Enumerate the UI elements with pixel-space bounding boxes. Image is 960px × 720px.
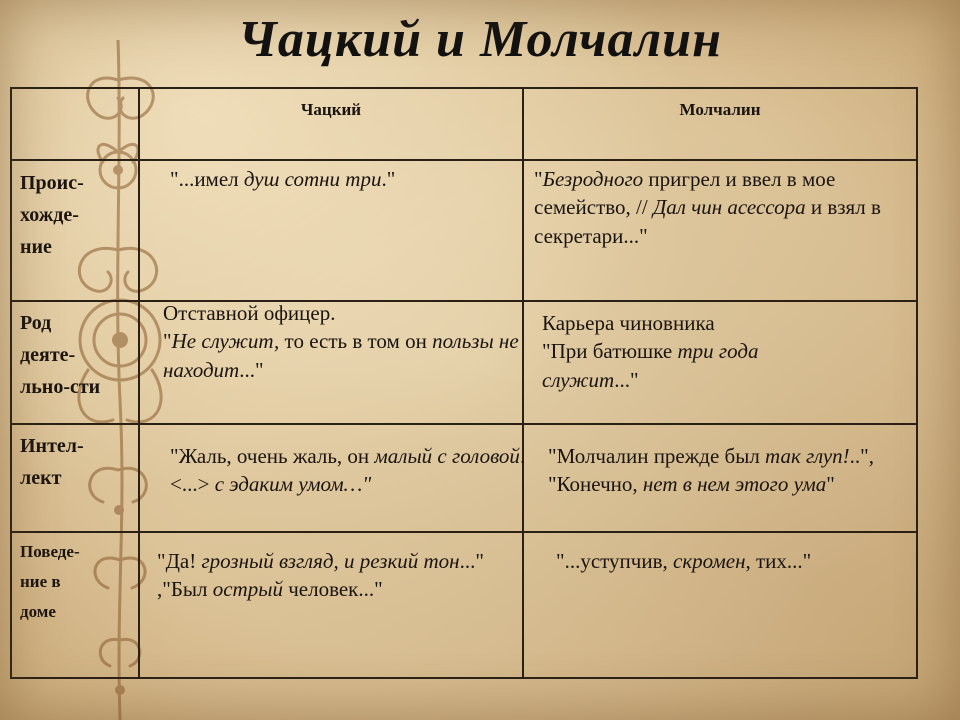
quote-italic-fragment: с эдаким умом…" [214, 472, 372, 497]
quote-italic-fragment: грозный взгляд, и резкий тон [201, 549, 460, 573]
row-label-line: ние в [20, 571, 61, 591]
quote-fragment: , тих..." [745, 549, 812, 573]
quote-fragment: "Да! [157, 549, 202, 573]
row-label-line: хожде- [20, 204, 79, 226]
quote-fragment: то есть в том он [279, 329, 433, 354]
column-header-molchalin: Молчалин [679, 100, 761, 119]
quote-fragment: и взял в секретари..." [534, 195, 881, 248]
page-title: Чацкий и Молчалин [238, 11, 722, 68]
row-label-line: лект [20, 467, 62, 489]
row-label-line: льно-сти [20, 376, 101, 398]
row-label-line: деяте- [20, 344, 76, 366]
quote-fragment: ..", "Конечно, [548, 444, 874, 497]
origin-chatsky-quote [170, 165, 510, 193]
quote-fragment: "Молчалин прежде был [548, 444, 766, 468]
row-label-line: Проис- [20, 172, 84, 194]
quote-fragment: " [163, 329, 172, 354]
quote-italic-fragment: Не служит, [171, 329, 280, 354]
comparison-table [10, 87, 918, 679]
intellect-molchalin-quote [548, 442, 893, 499]
quote-fragment: " [534, 167, 543, 191]
row-label-occupation [20, 307, 138, 403]
quote-fragment: пригрел и ввел в мое семейство, // [534, 167, 836, 220]
column-header-chatsky: Чацкий [300, 100, 362, 119]
quote-italic-fragment: скромен [673, 549, 746, 573]
quote-italic-fragment: три года служит [542, 339, 759, 392]
quote-fragment: ." [381, 167, 396, 191]
quote-fragment: Карьера чиновника [542, 311, 715, 335]
row-label-line: доме [20, 601, 56, 621]
intellect-chatsky-quote [170, 442, 530, 499]
row-label-line: Род [20, 312, 52, 334]
origin-molchalin-quote [534, 165, 899, 250]
quote-italic-fragment: малый с головой [374, 444, 520, 468]
occupation-chatsky-quote [163, 299, 523, 384]
quote-fragment: ..." [614, 367, 639, 392]
row-label-line: Интел- [20, 435, 84, 457]
quote-italic-fragment: так глуп! [765, 444, 850, 468]
row-label-intellect [20, 430, 138, 494]
quote-fragment: "...уступчив, [556, 549, 673, 573]
row-label-line: Поведе- [20, 542, 80, 561]
quote-fragment: ..." [239, 357, 264, 382]
behavior-chatsky-quote [157, 547, 537, 604]
quote-italic-fragment: Дал чин асессора [652, 195, 806, 220]
row-label-line: ние [20, 236, 52, 258]
quote-fragment: ..." ,"Был [157, 549, 484, 602]
row-label-origin [20, 167, 138, 263]
quote-fragment: человек..." [282, 577, 383, 602]
quote-italic-fragment: Безродного [542, 167, 644, 191]
quote-fragment: "При батюшке [542, 339, 678, 364]
behavior-molchalin-quote [556, 547, 906, 575]
quote-italic-fragment: пользы не находит [163, 329, 519, 382]
quote-fragment: "Жаль, очень жаль, он [170, 444, 375, 468]
quote-italic-fragment: нет в нем этого ума [642, 472, 827, 497]
quote-italic-fragment: острый [212, 577, 283, 602]
quote-italic-fragment: душ сотни три [243, 167, 382, 191]
quote-fragment: " [826, 472, 835, 497]
quote-fragment: . <...> [170, 444, 526, 497]
quote-fragment: "...имел [170, 167, 244, 191]
occupation-molchalin-quote [542, 309, 842, 394]
row-label-behavior [20, 537, 138, 626]
quote-fragment: Отставной офицер. [163, 301, 336, 325]
